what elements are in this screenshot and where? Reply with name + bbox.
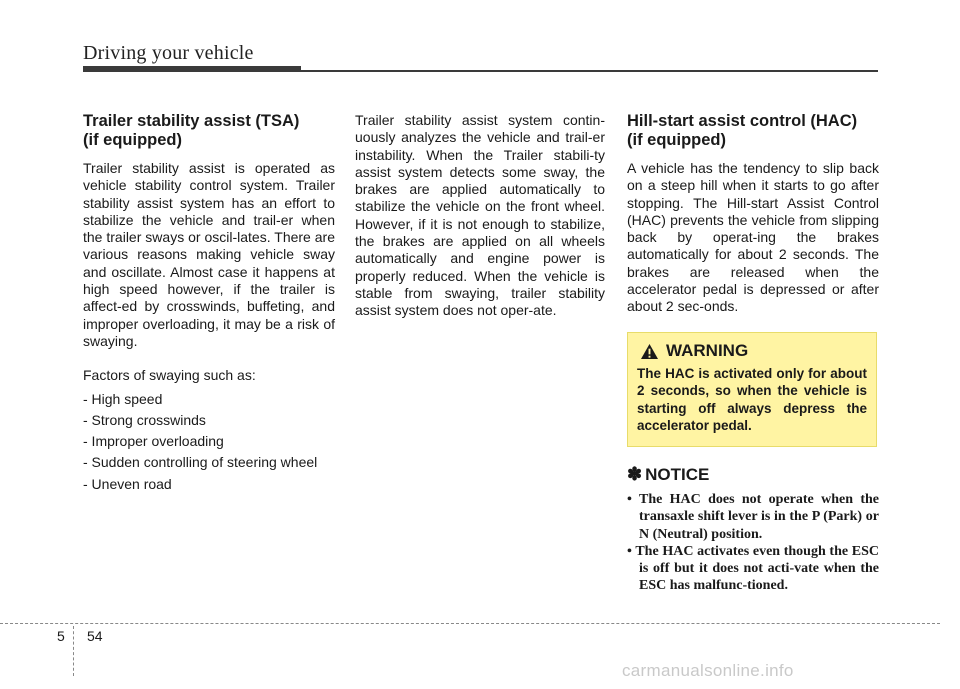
footer-vertical-divider: [73, 626, 74, 676]
warning-triangle-icon: [640, 343, 659, 360]
page-section-number: 5: [57, 628, 65, 644]
list-item: - Uneven road: [83, 475, 172, 492]
list-item: • The HAC does not operate when the transaxle shift lever is in the P (Park) or N (Neutral) position.: [627, 492, 879, 542]
tsa-heading: [83, 112, 335, 150]
tsa-paragraph-1: Trailer stability assist is operated as vehicle stability control system. Trailer stability assist system has an effort to stabilize the vehicle and trail-er when the trailer sways or oscil-lates. There are various reasons making vehicle sway and oscillate. Almost case it happens at high speed however, if the trailer is affect-ed by crosswinds, buffeting, and improper overloading, it may be a risk of swaying.: [83, 160, 335, 349]
tsa-factors-intro: Factors of swaying such as:: [83, 367, 256, 384]
list-item: - Strong crosswinds: [83, 411, 206, 428]
hac-heading: [627, 112, 879, 150]
list-item: - Sudden controlling of steering wheel: [83, 454, 318, 471]
notice-header: [627, 464, 879, 485]
column-2: [355, 112, 605, 320]
section-title: Driving your vehicle: [83, 42, 254, 64]
column-3: [627, 112, 879, 316]
list-item: • The HAC activates even though the ESC is off but it does not acti-vate when the ESC has malfunc-tioned.: [627, 543, 879, 594]
tsa-factors-list: [83, 391, 335, 493]
watermark: carmanualsonline.info: [622, 661, 794, 680]
list-item: - High speed: [83, 390, 163, 407]
footer-divider: [0, 623, 940, 624]
tsa-heading-line1: Trailer stability assist (TSA): [83, 112, 300, 130]
warning-header: [640, 341, 867, 361]
notice-section: [627, 464, 879, 595]
tsa-paragraph-2: Trailer stability assist system contin-uously analyzes the vehicle and trail-er instability. When the Trailer stabili-ty assist system detects some sway, the brakes are applied automatically to stabilize the vehicle on the front wheel. However, if it is not enough to stabilize, the brakes are applied on all wheels automatically and engine power is properly reduced. When the vehicle is stable from swaying, trailer stability assist system does not oper-ate.: [355, 112, 605, 319]
page-number: 54: [87, 628, 103, 644]
header-rule-thin: [301, 70, 878, 72]
notice-star-icon: ✽: [627, 464, 643, 484]
warning-title: WARNING: [666, 341, 749, 360]
list-item: - Improper overloading: [83, 433, 224, 450]
warning-box: [627, 332, 877, 447]
header-rule-thick: [83, 66, 301, 72]
notice-list: [627, 491, 879, 595]
warning-text: The HAC is activated only for about 2 seconds, so when the vehicle is starting off always depress the accelerator pedal.: [637, 366, 867, 433]
hac-heading-line1: Hill-start assist control (HAC): [627, 112, 858, 130]
hac-paragraph: A vehicle has the tendency to slip back on a steep hill when it starts to go after stopping. The Hill-start Assist Control (HAC) prevents the vehicle from slipping back by operat-ing the brakes automatically for about 2 seconds. The brakes are released when the accelerator pedal is depressed or after about 2 sec-onds.: [627, 160, 879, 315]
hac-heading-line2: (if equipped): [627, 131, 726, 149]
column-1: [83, 112, 335, 497]
notice-title: NOTICE: [645, 464, 710, 484]
tsa-heading-line2: (if equipped): [83, 131, 182, 149]
